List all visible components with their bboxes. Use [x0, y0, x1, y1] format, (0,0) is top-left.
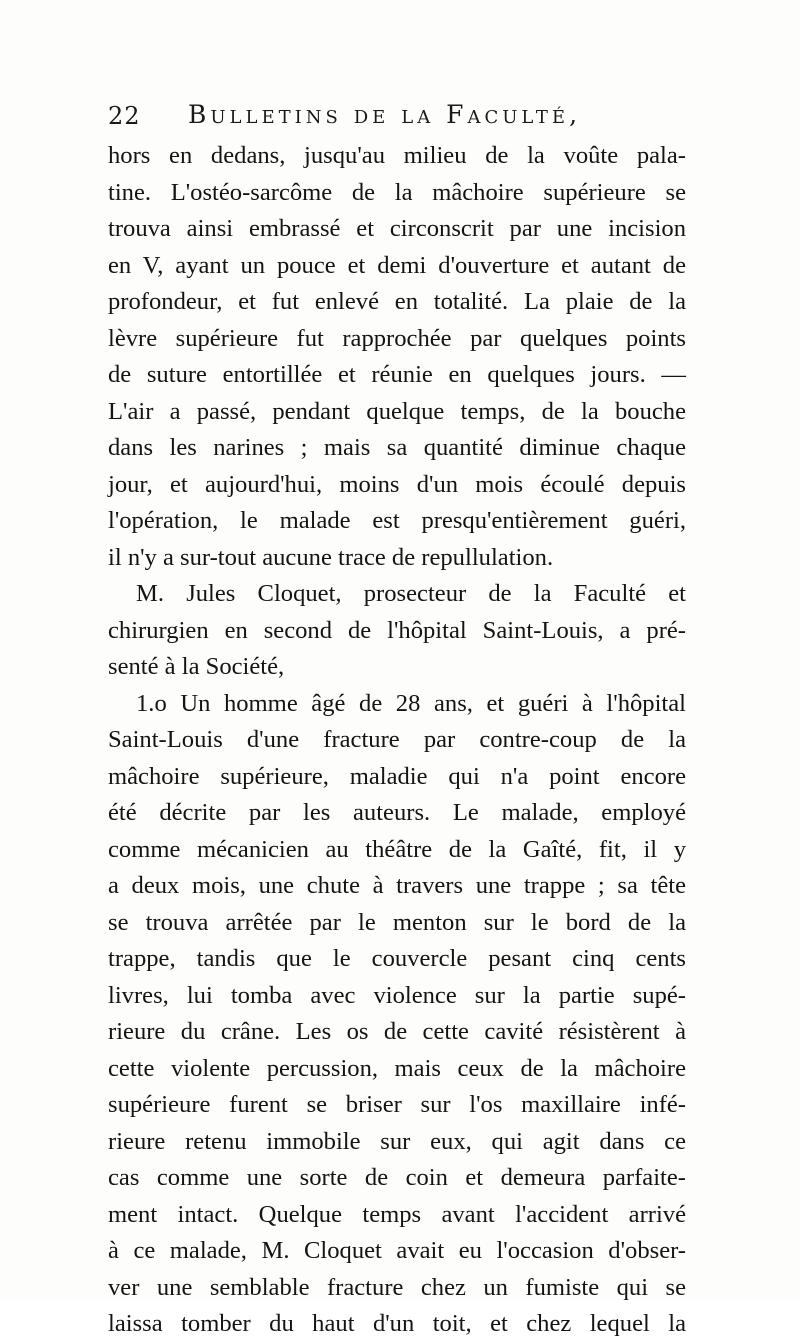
- text-line: à ce malade, M. Cloquet avait eu l'occasion d'obser-: [108, 1237, 686, 1264]
- page-number: 22: [108, 102, 141, 130]
- text-line: L'air a passé, pendant quelque temps, de la bouche: [108, 397, 686, 425]
- text-line: 1.o Un homme âgé de 28 ans, et guéri à l'hôpital: [136, 689, 686, 717]
- text-line: rieure du crâne. Les os de cette cavité résistèrent à: [108, 1018, 686, 1045]
- text-line: de suture entortillée et réunie en quelques jours. —: [108, 361, 686, 388]
- text-line: hors en dedans, jusqu'au milieu de la voûte pala-: [108, 142, 686, 169]
- text-line: l'opération, le malade est presqu'entièrement guéri,: [108, 507, 686, 534]
- text-line: comme mécanicien au théâtre de la Gaîté, fit, il y: [108, 835, 686, 863]
- text-line: profondeur, et fut enlevé en totalité. La plaie de la: [108, 288, 686, 315]
- text-line: laissa tomber du haut d'un toit, et chez lequel la: [108, 1310, 686, 1337]
- text-line: lèvre supérieure fut rapprochée par quelques points: [108, 324, 686, 352]
- running-head: Bulletins de la Faculté,: [188, 100, 582, 129]
- text-line: dans les narines ; mais sa quantité diminue chaque: [108, 434, 686, 461]
- text-line: trouva ainsi embrassé et circonscrit par une incision: [108, 215, 686, 242]
- page-header: [108, 100, 693, 140]
- text-line: livres, lui tomba avec violence sur la partie supé-: [108, 981, 686, 1009]
- text-line: tine. L'ostéo-sarcôme de la mâchoire supérieure se: [108, 178, 686, 206]
- text-line: il n'y a sur-tout aucune trace de repullulation.: [108, 543, 554, 571]
- text-line: Saint-Louis d'une fracture par contre-coup de la: [108, 726, 686, 753]
- text-line: senté à la Société,: [108, 653, 285, 680]
- text-line: mâchoire supérieure, maladie qui n'a point encore: [108, 762, 686, 790]
- text-line: M. Jules Cloquet, prosecteur de la Faculté et: [136, 580, 686, 607]
- text-line: trappe, tandis que le couvercle pesant cinq cents: [108, 945, 686, 972]
- text-line: jour, et aujourd'hui, moins d'un mois écoulé depuis: [108, 470, 686, 498]
- text-line: cette violente percussion, mais ceux de la mâchoire: [108, 1054, 686, 1082]
- text-line: cas comme une sorte de coin et demeura parfaite-: [108, 1164, 686, 1191]
- text-line: en V, ayant un pouce et demi d'ouverture et autant de: [108, 251, 686, 279]
- text-line: ver une semblable fracture chez un fumiste qui se: [108, 1273, 686, 1301]
- text-line: supérieure furent se briser sur l'os maxillaire infé-: [108, 1091, 686, 1118]
- text-line: a deux mois, une chute à travers une trappe ; sa tête: [108, 872, 686, 899]
- text-line: rieure retenu immobile sur eux, qui agit dans ce: [108, 1127, 686, 1155]
- body-text: [108, 138, 686, 1343]
- text-line: ment intact. Quelque temps avant l'accident arrivé: [108, 1200, 686, 1228]
- text-line: chirurgien en second de l'hôpital Saint-Louis, a pré-: [108, 616, 686, 644]
- text-line: été décrite par les auteurs. Le malade, employé: [108, 799, 686, 826]
- text-line: se trouva arrêtée par le menton sur le bord de la: [108, 908, 686, 936]
